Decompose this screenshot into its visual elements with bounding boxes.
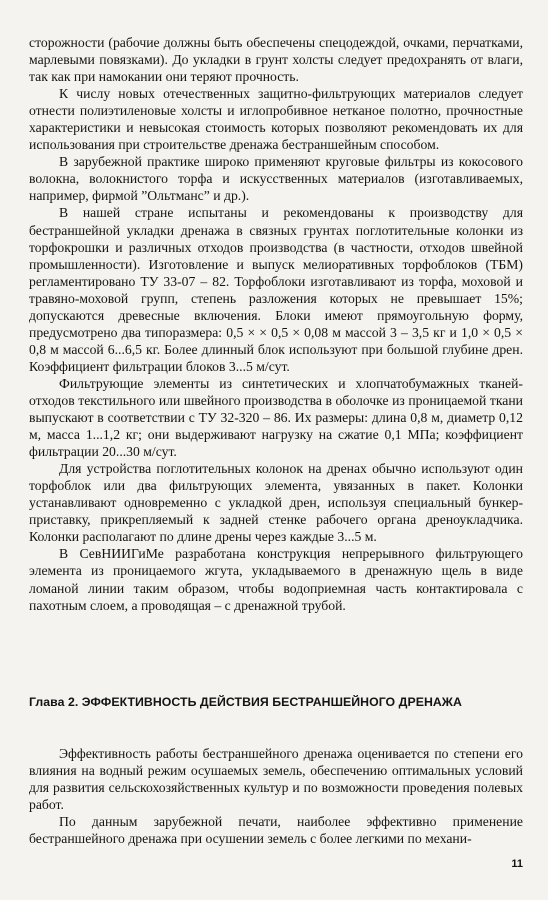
paragraph: В нашей стране испытаны и рекомендованы к производству для бестраншейной укладки дренажа в связных грунтах поглотительные колонки из торфокрошки и различных отходов производства (в частности, отходов швейной промышленности). Изготовление и выпуск мелиоративных торфоблоков (ТБМ) регламентировано ТУ 33-07 – 82. Торфоблоки изготавливают из торфа, моховой и травяно-моховой групп, степень разложения которых не превышает 15%; допускаются древесные включения. Блоки имеют прямоугольную форму, предусмотрено два типоразмера: 0,5 × × 0,5 × 0,08 м массой 3 – 3,5 кг и 1,0 × 0,5 × 0,8 м массой 6...6,5 кг. Более длинный блок используют при большой глубине дрен. Коэффициент фильтрации блоков 3...5 м/сут. [29, 205, 523, 374]
paragraph: К числу новых отечественных защитно-фильтрующих материалов следует отнести полиэтиленовые холсты и иглопробивное нетканое полотно, прочностные характеристики и невысокая стоимость которых позволяют рекомендовать их для использования при строительстве дренажа бестраншейным способом. [29, 86, 523, 153]
paragraph: сторожности (рабочие должны быть обеспечены спецодеждой, очками, перчатками, марлевыми повязками). До укладки в грунт холсты следует предохранять от влаги, так как при намокании они теряют прочность. [29, 35, 523, 85]
paragraph: Эффективность работы бестраншейного дренажа оценивается по степени его влияния на водный режим осушаемых земель, обеспечению оптимальных условий для развития сельскохозяйственных культур и по возможности проведения полевых работ. [29, 746, 523, 813]
body-text-top [29, 34, 523, 614]
paragraph: Фильтрующие элементы из синтетических и хлопчатобумажных тканей-отходов текстильного или швейного производства в оболочке из проницаемой ткани выпускают в соответствии с ТУ 32-320 – 86. Их размеры: длина 0,8 м, диаметр 0,12 м, масса 1...1,2 кг; они выдерживают нагрузку на сжатие 0,1 МПа; коэффициент фильтрации 20...30 м/сут. [29, 375, 523, 460]
paragraph: Для устройства поглотительных колонок на дренах обычно используют один торфоблок или два фильтрующих элемента, увязанных в пакет. Колонки устанавливают одновременно с укладкой дрен, используя специальный бункер-приставку, прикрепляемый к задней стенке рабочего органа дреноукладчика. Колонки располагают по длине дрены через каждые 3...5 м. [29, 461, 523, 545]
body-text-bottom [29, 745, 523, 847]
paragraph: По данным зарубежной печати, наиболее эффективно применение бестраншейного дренажа при осушении земель с более легкими по механи- [29, 814, 523, 847]
chapter-heading: Глава 2. ЭФФЕКТИВНОСТЬ ДЕЙСТВИЯ БЕСТРАНШЕЙНОГО ДРЕНАЖА [29, 695, 462, 709]
paragraph: В зарубежной практике широко применяют круговые фильтры из кокосового волокна, волокнистого торфа и искусственных материалов (изготавливаемых, например, фирмой ”Ольтманс” и др.). [29, 154, 523, 204]
paragraph: В СевНИИГиМе разработана конструкция непрерывного фильтрующего элемента из проницаемого жгута, укладываемого в дренажную щель в виде ломаной линии таким образом, чтобы водоприемная часть контактировала с пахотным слоем, а проводящая – с дренажной трубой. [29, 546, 523, 613]
page-number: 11 [511, 858, 523, 870]
